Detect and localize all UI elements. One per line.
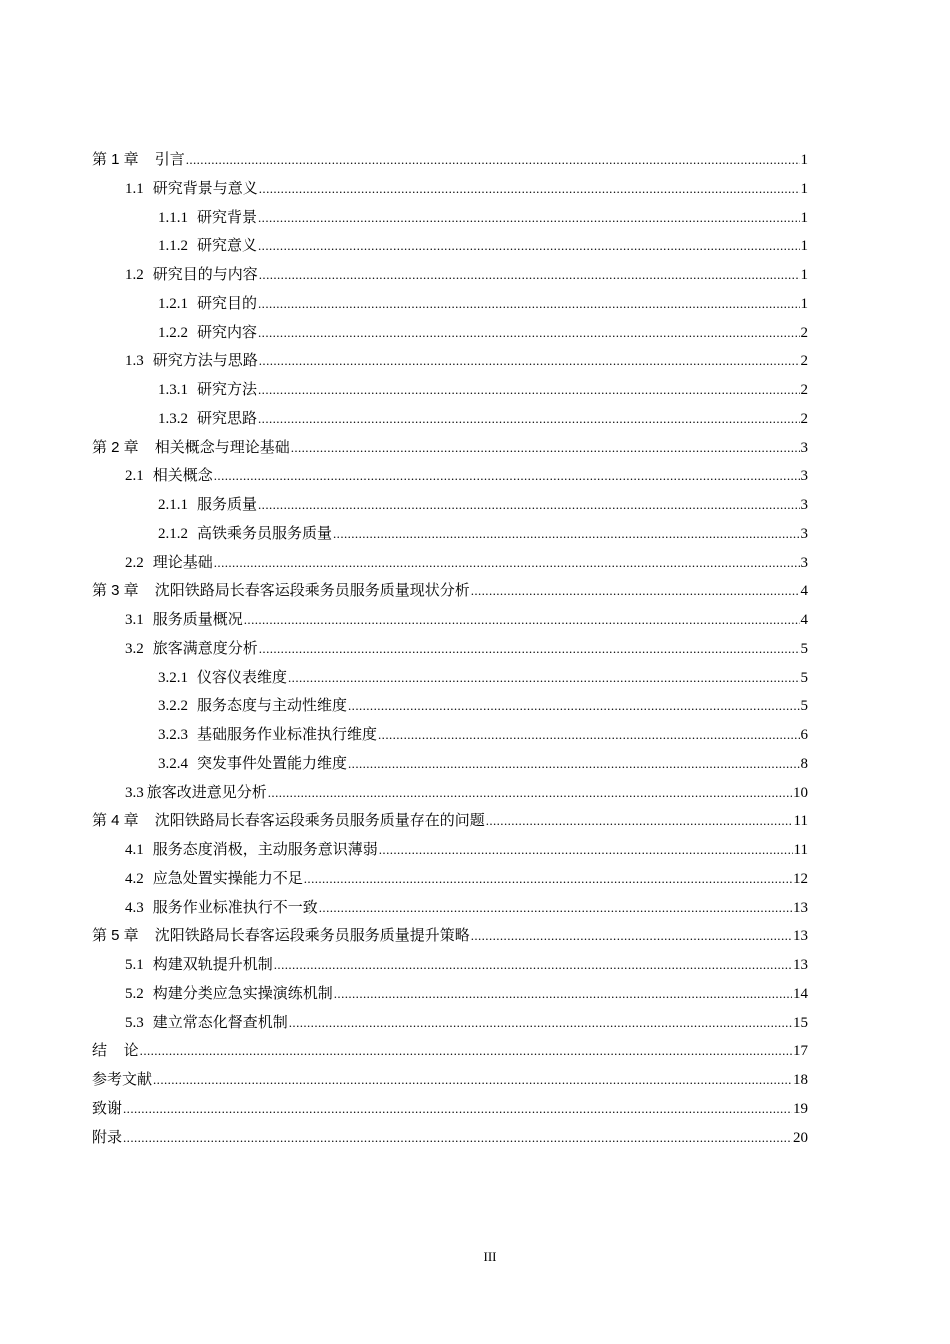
toc-entry-page: 4 [800,612,808,628]
toc-entry-number: 2.1.1 [158,497,188,513]
toc-dot-leader [379,836,793,865]
toc-entry[interactable] [92,146,808,175]
toc-entry[interactable] [92,922,808,951]
toc-entry-number: 2.1 [125,468,144,485]
toc-dot-leader [259,261,800,290]
toc-entry-page: 17 [793,1043,808,1060]
toc-dot-leader [259,175,800,204]
toc-entry-number: 1.3.1 [158,382,188,398]
toc-entry-page: 4 [800,583,808,600]
toc-entry-title: 附录 [92,1128,123,1146]
toc-entry-number: 2.1.2 [158,525,188,542]
toc-entry-page: 14 [793,985,808,1002]
toc-entry-title: 相关概念 [152,468,213,485]
toc-entry[interactable] [92,980,808,1009]
toc-entry-title: 引言 [154,151,185,168]
toc-entry[interactable] [92,779,808,808]
toc-dot-leader [471,577,800,606]
toc-entry-page: 11 [793,842,808,858]
toc-entry-title: 服务质量概况 [152,612,243,628]
toc-entry-number: 第 1 章 [92,151,139,168]
toc-entry-page: 5 [800,698,808,715]
toc-entry-number: 3.2.4 [158,755,188,772]
toc-dot-leader [258,290,799,319]
toc-entry-page: 12 [793,870,808,887]
toc-dot-leader [123,1095,792,1124]
toc-entry-title: 高铁乘务员服务质量 [197,525,333,542]
toc-entry-title: 研究目的 [197,295,258,312]
toc-entry-page: 2 [800,324,808,341]
toc-entry[interactable] [92,175,808,204]
toc-entry[interactable] [92,577,808,606]
toc-entry-number: 第 3 章 [92,582,139,600]
toc-entry[interactable] [92,1037,808,1066]
toc-dot-leader [123,1124,792,1153]
toc-dot-leader [289,1009,792,1038]
toc-entry[interactable] [92,520,808,549]
toc-entry-number: 5.2 [125,985,144,1002]
toc-entry-page: 1 [800,180,808,197]
toc-entry-number: 1.2.1 [158,295,188,312]
toc-dot-leader [258,376,799,405]
toc-entry-title: 研究背景与意义 [152,180,258,197]
toc-entry-page: 6 [800,727,808,743]
toc-dot-leader [334,980,792,1009]
toc-entry-page: 1 [800,209,808,226]
page-number: III [483,1249,497,1264]
toc-entry-number: 5.1 [125,957,144,973]
toc-entry-number: 1.1 [125,180,144,197]
toc-entry-number: 3.1 [125,612,144,628]
toc-entry[interactable] [92,721,808,750]
toc-entry-page: 1 [800,267,808,283]
toc-entry-title: 沈阳铁路局长春客运段乘务员服务质量提升策略 [154,927,470,945]
toc-entry[interactable] [92,1009,808,1038]
toc-entry-title: 服务态度消极，主动服务意识薄弱 [152,842,378,858]
toc-entry[interactable] [92,750,808,779]
toc-entry[interactable] [92,290,808,319]
toc-entry-number: 第 2 章 [92,438,139,456]
toc-entry[interactable] [92,204,808,233]
toc-entry-page: 10 [793,784,808,801]
toc-dot-leader [274,951,792,980]
toc-dot-leader [258,319,799,348]
toc-entry-page: 2 [800,382,808,398]
toc-entry[interactable] [92,865,808,894]
toc-entry-page: 5 [800,669,808,686]
toc-entry[interactable] [92,347,808,376]
toc-entry[interactable] [92,376,808,405]
toc-dot-leader [153,1066,792,1095]
toc-dot-leader [186,146,800,175]
toc-dot-leader [333,520,799,549]
toc-entry-title: 理论基础 [152,554,213,571]
toc-entry-number: 4.3 [125,899,144,916]
toc-dot-leader [288,664,799,693]
toc-entry-title: 研究方法 [197,382,258,398]
toc-dot-leader [348,750,799,779]
toc-entry[interactable] [92,491,808,520]
toc-dot-leader [258,232,799,261]
toc-dot-leader [304,865,792,894]
toc-entry-page: 20 [793,1129,808,1146]
toc-entry-number: 1.1.1 [158,209,188,226]
toc-entry-page: 3 [800,525,808,542]
toc-entry-number: 2.2 [125,554,144,571]
toc-entry[interactable] [92,664,808,693]
toc-entry[interactable] [92,894,808,923]
toc-dot-leader [214,462,800,491]
toc-entry-page: 13 [793,957,808,973]
toc-entry-page: 18 [793,1072,808,1088]
toc-entry-title: 研究目的与内容 [152,267,258,283]
toc-entry-page: 2 [800,353,808,370]
toc-entry-title: 致谢 [92,1099,123,1117]
toc-entry-title: 建立常态化督查机制 [152,1014,288,1031]
toc-dot-leader [378,721,799,750]
toc-entry-title: 仪容仪表维度 [197,669,288,686]
toc-entry[interactable] [92,836,808,865]
toc-entry-number: 第 5 章 [92,927,139,945]
toc-entry-title: 服务质量 [197,497,258,513]
toc-entry-page: 1 [800,152,808,168]
toc-entry-title: 沈阳铁路局长春客运段乘务员服务质量现状分析 [154,582,470,600]
toc-entry[interactable] [92,807,808,836]
toc-entry-number: 第 4 章 [92,812,139,830]
toc-entry-number: 1.3 [125,353,144,370]
toc-entry-title: 应急处置实操能力不足 [152,870,303,887]
toc-dot-leader [258,491,799,520]
toc-entry-number: 3.2 [125,640,144,657]
toc-dot-leader [258,405,799,434]
toc-entry-number: 4.2 [125,870,144,887]
toc-entry-page: 3 [800,497,808,513]
toc-dot-leader [291,434,800,463]
toc-entry-title: 突发事件处置能力维度 [197,755,348,772]
toc-entry-title: 研究背景 [197,209,258,226]
toc-entry[interactable] [92,405,808,434]
toc-entry[interactable] [92,1095,808,1124]
toc-dot-leader [348,692,799,721]
toc-entry[interactable] [92,549,808,578]
toc-entry-title: 研究意义 [197,238,258,255]
toc-entry-page: 1 [800,238,808,255]
toc-entry-title: 旅客满意度分析 [152,640,258,657]
toc-dot-leader [319,894,792,923]
toc-entry-page: 13 [793,899,808,916]
toc-entry-number: 5.3 [125,1014,144,1031]
toc-entry-page: 8 [800,755,808,772]
toc-dot-leader [259,635,800,664]
toc-entry-title: 参考文献 [92,1071,153,1088]
toc-entry-number: 1.1.2 [158,238,188,255]
toc-entry-title: 服务作业标准执行不一致 [152,899,318,916]
toc-entry[interactable] [92,1124,808,1153]
toc-entry-number: 1.2.2 [158,324,188,341]
toc-dot-leader [259,347,800,376]
toc-entry-title: 研究思路 [197,410,258,427]
toc-entry-number: 3.3 [125,784,144,801]
toc-entry[interactable] [92,635,808,664]
toc-entry[interactable] [92,232,808,261]
toc-dot-leader [140,1037,792,1066]
toc-entry[interactable] [92,606,808,635]
toc-entry-title: 研究内容 [197,324,258,341]
toc-entry-title: 结 论 [92,1042,139,1060]
table-of-contents [92,146,808,1152]
toc-entry-title: 研究方法与思路 [152,353,258,370]
toc-entry[interactable] [92,951,808,980]
toc-entry-page: 11 [793,813,808,830]
toc-entry-title: 旅客改进意见分析 [146,784,267,801]
toc-dot-leader [471,922,792,951]
toc-entry-number: 3.2.2 [158,698,188,715]
toc-entry-page: 13 [793,928,808,945]
toc-dot-leader [486,807,793,836]
toc-entry-page: 3 [800,554,808,571]
toc-entry-title: 沈阳铁路局长春客运段乘务员服务质量存在的问题 [154,812,485,830]
toc-entry-number: 1.3.2 [158,410,188,427]
toc-entry-number: 3.2.3 [158,727,188,743]
toc-entry[interactable] [92,319,808,348]
toc-entry-title: 构建双轨提升机制 [152,957,273,973]
toc-entry-number: 3.2.1 [158,669,188,686]
toc-dot-leader [258,204,799,233]
toc-entry-title: 构建分类应急实操演练机制 [152,985,333,1002]
toc-entry-title: 相关概念与理论基础 [154,438,290,456]
toc-dot-leader [268,779,792,808]
toc-entry-page: 5 [800,640,808,657]
toc-dot-leader [214,549,800,578]
toc-entry-page: 3 [800,468,808,485]
toc-entry[interactable] [92,261,808,290]
toc-dot-leader [244,606,800,635]
toc-entry-page: 15 [793,1014,808,1031]
toc-entry-number: 1.2 [125,267,144,283]
toc-entry[interactable] [92,434,808,463]
toc-entry-title: 基础服务作业标准执行维度 [197,727,378,743]
toc-entry-page: 3 [800,439,808,456]
toc-entry[interactable] [92,692,808,721]
toc-entry-page: 2 [800,410,808,427]
toc-entry-number: 4.1 [125,842,144,858]
toc-entry-title: 服务态度与主动性维度 [197,698,348,715]
toc-entry-page: 19 [793,1100,808,1117]
toc-entry[interactable] [92,1066,808,1095]
toc-entry-page: 1 [800,295,808,312]
toc-entry[interactable] [92,462,808,491]
